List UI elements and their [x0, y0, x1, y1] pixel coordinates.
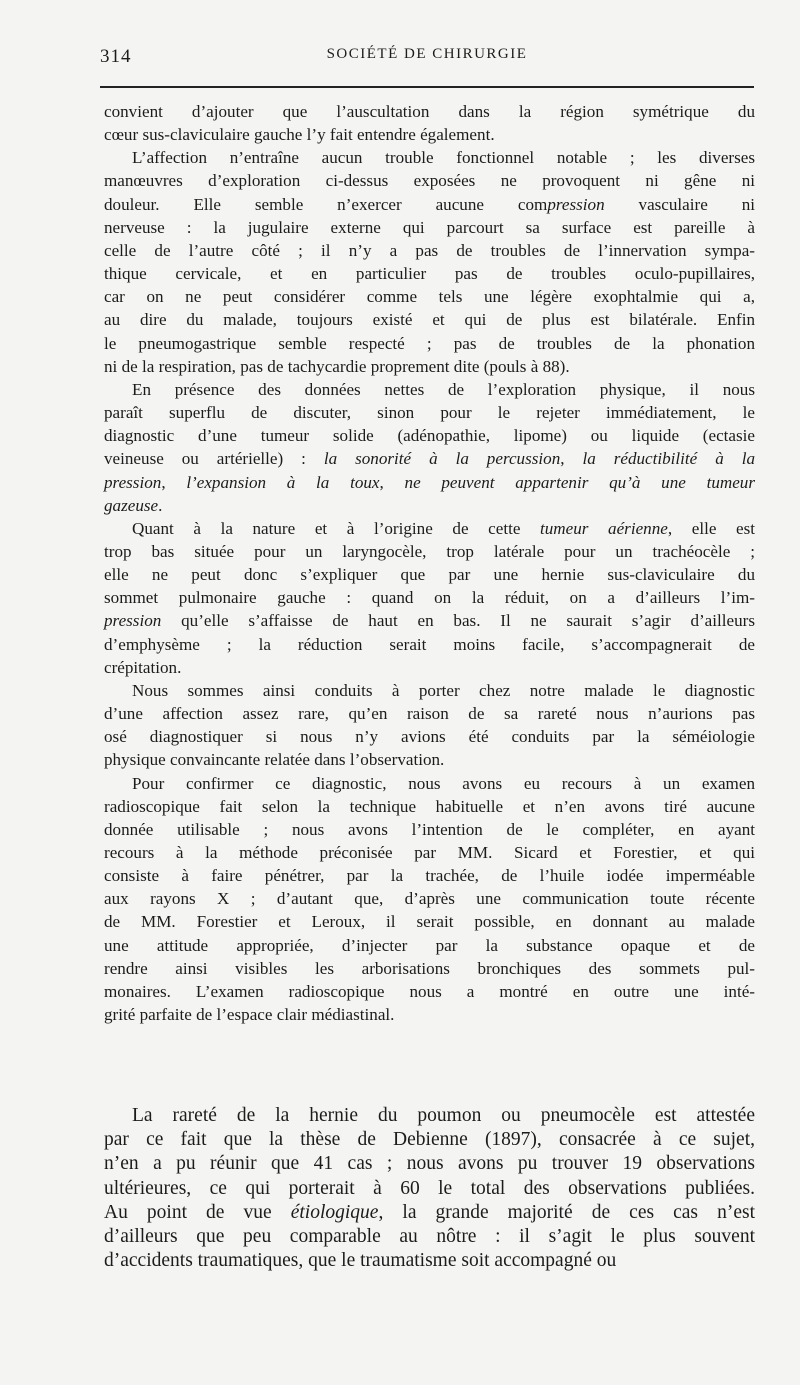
text-line: celle de l’autre côté ; il n’y a pas de troubles de l’innervation sympa-	[104, 240, 755, 260]
text-line: grité parfaite de l’espace clair médiastinal.	[104, 1005, 395, 1025]
page-number: 314	[100, 46, 132, 67]
text-line: au dire du malade, toujours existé et qui de plus est bilatérale. Enfin	[104, 310, 755, 330]
text-line: pression, l’expansion à la toux, ne peuvent appartenir qu’à une tumeur	[104, 472, 755, 492]
header-rule	[100, 86, 754, 88]
text-line: par ce fait que la thèse de Debienne (1897), consacrée à ce sujet,	[104, 1129, 755, 1151]
text-line: d’emphysème ; la réduction serait moins facile, s’accompagnerait de	[104, 634, 755, 654]
text-line: Au point de vue étiologique, la grande majorité de ces cas n’est	[104, 1201, 755, 1223]
text-line: douleur. Elle semble n’exercer aucune compression vasculaire ni	[104, 194, 755, 214]
text-line: osé diagnostiquer si nous n’y avions été conduits par la séméiologie	[104, 727, 755, 747]
text-line: trop bas située pour un laryngocèle, trop latérale pour un trachéocèle ;	[104, 541, 755, 561]
text-line: radioscopique fait selon la technique habituelle et n’en avons tiré aucune	[104, 796, 755, 816]
text-line: d’une affection assez rare, qu’en raison de sa rareté nous n’aurions pas	[104, 704, 755, 724]
text-line: sommet pulmonaire gauche : quand on la réduit, on a d’ailleurs l’im-	[104, 588, 755, 608]
text-line: crépitation.	[104, 657, 182, 677]
paragraph	[104, 378, 755, 517]
text-line: aux rayons X ; d’autant que, d’après une communication toute récente	[104, 889, 755, 909]
text-line: cœur sus-claviculaire gauche l’y fait entendre également.	[104, 125, 495, 145]
text-line: d’ailleurs que peu comparable au nôtre : il s’agit le plus souvent	[104, 1226, 755, 1248]
text-line: diagnostic d’une tumeur solide (adénopathie, lipome) ou liquide (ectasie	[104, 426, 755, 446]
text-line: gazeuse.	[104, 495, 163, 515]
text-line: ni de la respiration, pas de tachycardie proprement dite (pouls à 88).	[104, 356, 570, 376]
text-line: La rareté de la hernie du poumon ou pneumocèle est attestée	[132, 1105, 755, 1126]
text-line: Quant à la nature et à l’origine de cette tumeur aérienne, elle est	[132, 518, 755, 538]
running-title: SOCIÉTÉ DE CHIRURGIE	[326, 46, 528, 62]
text-line: ultérieures, ce qui porterait à 60 le total des observations publiées.	[104, 1177, 755, 1199]
text-line: donnée utilisable ; nous avons l’intention de le compléter, en ayant	[104, 819, 755, 839]
text-line: L’affection n’entraîne aucun trouble fonctionnel notable ; les diverses	[132, 148, 755, 168]
text-line: d’accidents traumatiques, que le traumatisme soit accompagné ou	[104, 1250, 617, 1272]
text-line: monaires. L’examen radioscopique nous a montré en outre une inté-	[104, 981, 755, 1001]
text-line: rendre ainsi visibles les arborisations bronchiques des sommets pul-	[104, 958, 755, 978]
text-line: Nous sommes ainsi conduits à porter chez notre malade le diagnostic	[132, 680, 755, 700]
body-text-large	[104, 1104, 755, 1273]
text-line: Pour confirmer ce diagnostic, nous avons eu recours à un examen	[132, 773, 755, 793]
text-line: de MM. Forestier et Leroux, il serait possible, en donnant au malade	[104, 912, 755, 932]
paragraph	[104, 146, 755, 378]
paragraph	[104, 772, 755, 1027]
paragraph	[104, 517, 755, 679]
text-line: le pneumogastrique semble respecté ; pas de troubles de la phonation	[104, 333, 755, 353]
body-text-small	[104, 100, 755, 1026]
text-line: recours à la méthode préconisée par MM. Sicard et Forestier, et qui	[104, 843, 755, 862]
text-line: une attitude appropriée, d’injecter par la substance opaque et de	[104, 935, 755, 955]
text-line: nerveuse : la jugulaire externe qui parcourt sa surface est pareille à	[104, 217, 755, 237]
paragraph	[104, 679, 755, 772]
page-header	[100, 46, 754, 70]
text-line: pression qu’elle s’affaisse de haut en bas. Il ne saurait s’agir d’ailleurs	[104, 611, 755, 631]
text-line: physique convaincante relatée dans l’observation.	[104, 750, 445, 770]
paragraph	[104, 100, 755, 146]
text-line: convient d’ajouter que l’auscultation dans la région symétrique du	[104, 102, 755, 121]
text-line: manœuvres d’exploration ci-dessus exposées ne provoquent ni gêne ni	[104, 171, 755, 191]
text-line: n’en a pu réunir que 41 cas ; nous avons pu trouver 19 observations	[104, 1153, 755, 1175]
paragraph	[104, 1104, 755, 1273]
text-line: thique cervicale, et en particulier pas de troubles oculo-pupillaires,	[104, 264, 755, 284]
text-line: car on ne peut considérer comme tels une légère exophtalmie qui a,	[104, 287, 755, 307]
text-line: elle ne peut donc s’expliquer que par une hernie sus-claviculaire du	[104, 565, 755, 585]
text-line: veineuse ou artérielle) : la sonorité à la percussion, la réductibilité à la	[104, 449, 755, 469]
text-line: En présence des données nettes de l’exploration physique, il nous	[132, 379, 755, 399]
text-line: paraît superflu de discuter, sinon pour le rejeter immédiatement, le	[104, 403, 755, 423]
text-line: consiste à faire pénétrer, par la trachée, de l’huile iodée imperméable	[104, 866, 755, 886]
